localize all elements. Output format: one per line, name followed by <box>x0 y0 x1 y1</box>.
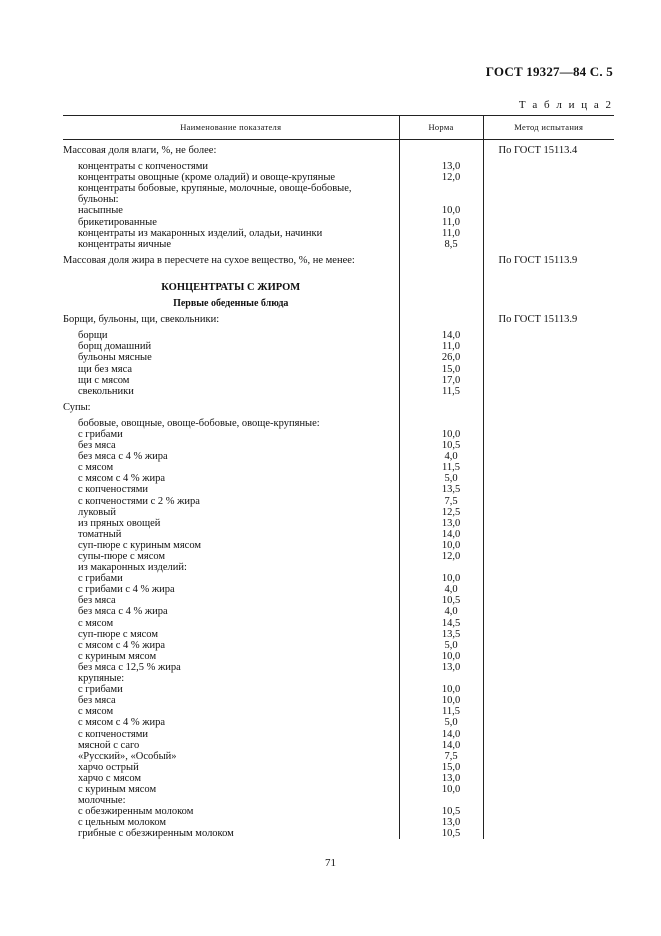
table-row <box>63 352 614 363</box>
indicator-name: борщи <box>78 330 108 342</box>
norm-value: 5,0 <box>399 717 483 728</box>
method-cell <box>483 695 614 706</box>
norm-value: 13,5 <box>399 484 483 495</box>
table-row <box>63 673 614 684</box>
norm-value: 15,0 <box>399 762 483 773</box>
method-cell <box>483 239 614 250</box>
table-row <box>63 194 614 205</box>
norm-value: 14,0 <box>399 729 483 740</box>
table-row <box>63 629 614 640</box>
table-row <box>63 806 614 817</box>
table-row <box>63 205 614 216</box>
method-cell <box>483 762 614 773</box>
norm-value: 11,5 <box>399 386 483 397</box>
indicator-name: с мясом с 4 % жира <box>78 473 166 485</box>
table-row <box>63 717 614 728</box>
method-cell <box>483 717 614 728</box>
indicator-name: луковый <box>78 506 116 518</box>
indicator-name: бульоны мясные <box>78 352 152 364</box>
table-row <box>63 375 614 386</box>
method-cell <box>483 729 614 740</box>
indicator-name: молочные: <box>78 795 126 807</box>
norm-value: 7,5 <box>399 496 483 507</box>
norm-value: 10,5 <box>399 440 483 451</box>
indicator-name: грибные с обезжиренным молоком <box>78 828 234 840</box>
table-row <box>63 828 614 839</box>
indicator-name: с грибами с 4 % жира <box>78 584 175 596</box>
subsection-title: Первые обеденные блюда <box>173 298 289 310</box>
indicator-name: брикетированные <box>78 216 157 228</box>
table-row <box>63 239 614 250</box>
method-cell <box>483 795 614 806</box>
norm-value: 5,0 <box>399 473 483 484</box>
section-title: КОНЦЕНТРАТЫ С ЖИРОМ <box>161 281 301 293</box>
method-cell <box>483 473 614 484</box>
method-cell <box>483 194 614 205</box>
method-cell <box>483 298 614 309</box>
indicator-name: супы-пюре с мясом <box>78 551 166 562</box>
norm-value: 14,5 <box>399 618 483 629</box>
method-cell: По ГОСТ 15113.9 <box>483 314 614 325</box>
method-cell <box>483 375 614 386</box>
spacer-cell <box>399 266 483 274</box>
indicator-name: концентраты овощные (кроме оладий) и овоще-крупяные <box>78 172 336 184</box>
norm-value: 11,0 <box>399 228 483 239</box>
spacer-row <box>63 274 614 282</box>
table-header-row <box>63 116 614 140</box>
table-row <box>63 573 614 584</box>
method-cell <box>483 507 614 518</box>
method-cell <box>483 161 614 172</box>
method-cell <box>483 217 614 228</box>
norm-cell <box>399 145 483 156</box>
spacer-cell <box>63 266 399 274</box>
table-row <box>63 695 614 706</box>
table-row <box>63 817 614 828</box>
indicator-name: харчо с мясом <box>78 772 142 784</box>
table-row <box>63 341 614 352</box>
indicator-name: концентраты бобовые, крупяные, молочные, овоще-бобовые, <box>78 183 352 195</box>
indicator-name: насыпные <box>78 205 123 217</box>
indicator-name: с мясом <box>78 706 114 718</box>
norm-cell <box>399 298 483 309</box>
group-title-row <box>63 145 614 156</box>
norm-value: 10,0 <box>399 695 483 706</box>
method-cell <box>483 806 614 817</box>
norm-value: 10,0 <box>399 540 483 551</box>
method-cell <box>483 595 614 606</box>
norm-value <box>399 795 483 806</box>
spacer-cell <box>483 274 614 282</box>
method-cell <box>483 341 614 352</box>
method-cell <box>483 751 614 762</box>
norm-value: 10,0 <box>399 429 483 440</box>
indicator-name: мясной с саго <box>78 739 140 751</box>
indicator-name: с копченостями с 2 % жира <box>78 495 200 507</box>
indicator-name: без мяса с 4 % жира <box>78 451 168 463</box>
indicator-name: концентраты яичные <box>78 238 172 250</box>
indicator-name: бобовые, овощные, овоще-бобовые, овоще-крупяные: <box>78 417 320 429</box>
requirements-table <box>63 115 614 839</box>
table-row <box>63 584 614 595</box>
table-row <box>63 217 614 228</box>
table-row <box>63 228 614 239</box>
table-row <box>63 751 614 762</box>
method-cell <box>483 386 614 397</box>
table-row <box>63 386 614 397</box>
table-row <box>63 518 614 529</box>
method-cell <box>483 440 614 451</box>
table-row <box>63 429 614 440</box>
indicator-name: харчо острый <box>78 761 139 773</box>
method-cell <box>483 640 614 651</box>
table-row <box>63 507 614 518</box>
indicator-name: с куриным мясом <box>78 783 157 795</box>
indicator-name: с грибами <box>78 684 123 696</box>
table-row <box>63 540 614 551</box>
spacer-cell <box>483 266 614 274</box>
method-cell <box>483 684 614 695</box>
method-cell <box>483 629 614 640</box>
table-row <box>63 364 614 375</box>
col-header-method: Метод испытания <box>483 116 614 140</box>
norm-value: 4,0 <box>399 451 483 462</box>
method-cell <box>483 282 614 293</box>
indicator-name: крупяные: <box>78 673 125 685</box>
method-cell <box>483 673 614 684</box>
norm-cell <box>399 314 483 325</box>
table-row <box>63 551 614 562</box>
norm-value: 26,0 <box>399 352 483 363</box>
subsection-row <box>63 298 614 309</box>
method-cell <box>483 518 614 529</box>
table-row <box>63 183 614 194</box>
norm-value: 13,0 <box>399 773 483 784</box>
method-cell: По ГОСТ 15113.4 <box>483 145 614 156</box>
method-cell <box>483 584 614 595</box>
norm-value: 4,0 <box>399 584 483 595</box>
indicator-name: из пряных овощей <box>78 517 161 529</box>
method-cell <box>483 773 614 784</box>
indicator-name: без мяса <box>78 695 116 707</box>
method-cell <box>483 662 614 673</box>
table-row <box>63 640 614 651</box>
indicator-name: без мяса <box>78 595 116 607</box>
norm-value: 12,0 <box>399 172 483 183</box>
norm-value: 13,5 <box>399 629 483 640</box>
norm-value <box>399 418 483 429</box>
indicator-name: суп-пюре с куриным мясом <box>78 539 202 551</box>
table-row <box>63 595 614 606</box>
indicator-name: с мясом <box>78 462 114 474</box>
col-header-indicator: Наименование показателя <box>63 116 399 140</box>
norm-value: 11,5 <box>399 462 483 473</box>
norm-value: 15,0 <box>399 364 483 375</box>
norm-value: 17,0 <box>399 375 483 386</box>
method-cell <box>483 418 614 429</box>
table-row <box>63 684 614 695</box>
method-cell <box>483 352 614 363</box>
table-row <box>63 484 614 495</box>
indicator-name: томатный <box>78 528 122 540</box>
norm-value: 10,0 <box>399 784 483 795</box>
table-row <box>63 172 614 183</box>
section-row <box>63 282 614 293</box>
norm-value <box>399 562 483 573</box>
group-title: Супы: <box>63 401 91 413</box>
norm-value: 11,0 <box>399 341 483 352</box>
spacer-cell <box>63 274 399 282</box>
method-cell <box>483 205 614 216</box>
table-row <box>63 795 614 806</box>
method-cell <box>483 706 614 717</box>
indicator-name: щи без мяса <box>78 363 133 375</box>
method-cell <box>483 562 614 573</box>
method-cell <box>483 784 614 795</box>
spacer-cell <box>399 274 483 282</box>
norm-value: 12,5 <box>399 507 483 518</box>
group-title: Борщи, бульоны, щи, свекольники: <box>63 314 220 326</box>
table-row <box>63 330 614 341</box>
indicator-name: с грибами <box>78 573 123 585</box>
norm-value: 10,0 <box>399 651 483 662</box>
indicator-name: щи с мясом <box>78 374 130 386</box>
norm-value: 10,0 <box>399 684 483 695</box>
group-title-row <box>63 402 614 413</box>
norm-value: 5,0 <box>399 640 483 651</box>
indicator-name: с обезжиренным молоком <box>78 806 194 818</box>
table-row <box>63 451 614 462</box>
table-row <box>63 496 614 507</box>
method-cell <box>483 429 614 440</box>
indicator-name: концентраты с копченостями <box>78 161 208 173</box>
table-row <box>63 651 614 662</box>
norm-value: 13,0 <box>399 662 483 673</box>
table-row <box>63 706 614 717</box>
table-body <box>63 140 614 840</box>
group-title: Массовая доля жира в пересчете на сухое вещество, %, не менее: <box>63 254 355 266</box>
norm-value: 4,0 <box>399 606 483 617</box>
table-row <box>63 729 614 740</box>
norm-cell <box>399 282 483 293</box>
norm-value: 12,0 <box>399 551 483 562</box>
norm-value: 10,5 <box>399 595 483 606</box>
method-cell <box>483 451 614 462</box>
method-cell <box>483 740 614 751</box>
norm-cell <box>399 402 483 413</box>
norm-value: 8,5 <box>399 239 483 250</box>
col-header-norm: Норма <box>399 116 483 140</box>
method-cell: По ГОСТ 15113.9 <box>483 255 614 266</box>
page-header: ГОСТ 19327—84 С. 5 <box>485 64 613 79</box>
indicator-name: с куриным мясом <box>78 650 157 662</box>
group-title-row <box>63 255 614 266</box>
norm-value <box>399 673 483 684</box>
norm-value: 14,0 <box>399 740 483 751</box>
table-row <box>63 562 614 573</box>
method-cell <box>483 330 614 341</box>
indicator-name: борщ домашний <box>78 341 152 353</box>
indicator-name: с цельным молоком <box>78 817 167 829</box>
method-cell <box>483 183 614 194</box>
method-cell <box>483 228 614 239</box>
norm-value <box>399 194 483 205</box>
table-row <box>63 529 614 540</box>
method-cell <box>483 551 614 562</box>
table-row <box>63 662 614 673</box>
norm-value: 11,5 <box>399 706 483 717</box>
norm-value: 13,0 <box>399 518 483 529</box>
method-cell <box>483 651 614 662</box>
indicator-name: свекольники <box>78 385 134 397</box>
indicator-name: концентраты из макаронных изделий, оладьи, начинки <box>78 227 323 239</box>
indicator-name: с копченостями <box>78 728 148 740</box>
table-row <box>63 418 614 429</box>
norm-value: 10,0 <box>399 573 483 584</box>
norm-cell <box>399 255 483 266</box>
indicator-name: с грибами <box>78 428 123 440</box>
norm-value: 14,0 <box>399 529 483 540</box>
method-cell <box>483 618 614 629</box>
method-cell <box>483 540 614 551</box>
table-row <box>63 740 614 751</box>
indicator-name: из макаронных изделий: <box>78 562 187 574</box>
method-cell <box>483 462 614 473</box>
method-cell <box>483 496 614 507</box>
method-cell <box>483 817 614 828</box>
group-title-row <box>63 314 614 325</box>
method-cell <box>483 484 614 495</box>
norm-value: 10,5 <box>399 806 483 817</box>
table-row <box>63 773 614 784</box>
method-cell <box>483 529 614 540</box>
table-row <box>63 473 614 484</box>
norm-value: 13,0 <box>399 817 483 828</box>
norm-value: 13,0 <box>399 161 483 172</box>
indicator-name: с мясом с 4 % жира <box>78 717 166 729</box>
norm-value: 11,0 <box>399 217 483 228</box>
norm-value: 10,5 <box>399 828 483 839</box>
table-row <box>63 161 614 172</box>
indicator-name: с мясом <box>78 617 114 629</box>
indicator-name: суп-пюре с мясом <box>78 628 159 640</box>
indicator-name: с мясом с 4 % жира <box>78 639 166 651</box>
method-cell <box>483 606 614 617</box>
indicator-name: с копченостями <box>78 484 148 496</box>
table-row <box>63 618 614 629</box>
method-cell <box>483 364 614 375</box>
table-row <box>63 784 614 795</box>
table-row <box>63 762 614 773</box>
method-cell <box>483 828 614 839</box>
table-label: Т а б л и ц а 2 <box>518 99 613 111</box>
norm-value <box>399 183 483 194</box>
group-title: Массовая доля влаги, %, не более: <box>63 145 217 156</box>
norm-value: 7,5 <box>399 751 483 762</box>
norm-value: 14,0 <box>399 330 483 341</box>
spacer-row <box>63 266 614 274</box>
indicator-name: без мяса с 12,5 % жира <box>78 661 181 673</box>
indicator-name: без мяса с 4 % жира <box>78 606 168 618</box>
table-row <box>63 440 614 451</box>
page-number: 71 <box>325 857 336 869</box>
indicator-name: бульоны: <box>78 194 119 206</box>
norm-value: 10,0 <box>399 205 483 216</box>
method-cell <box>483 402 614 413</box>
indicator-name: «Русский», «Особый» <box>78 750 177 762</box>
method-cell <box>483 573 614 584</box>
table-row <box>63 606 614 617</box>
indicator-name: без мяса <box>78 440 116 452</box>
table-row <box>63 462 614 473</box>
method-cell <box>483 172 614 183</box>
